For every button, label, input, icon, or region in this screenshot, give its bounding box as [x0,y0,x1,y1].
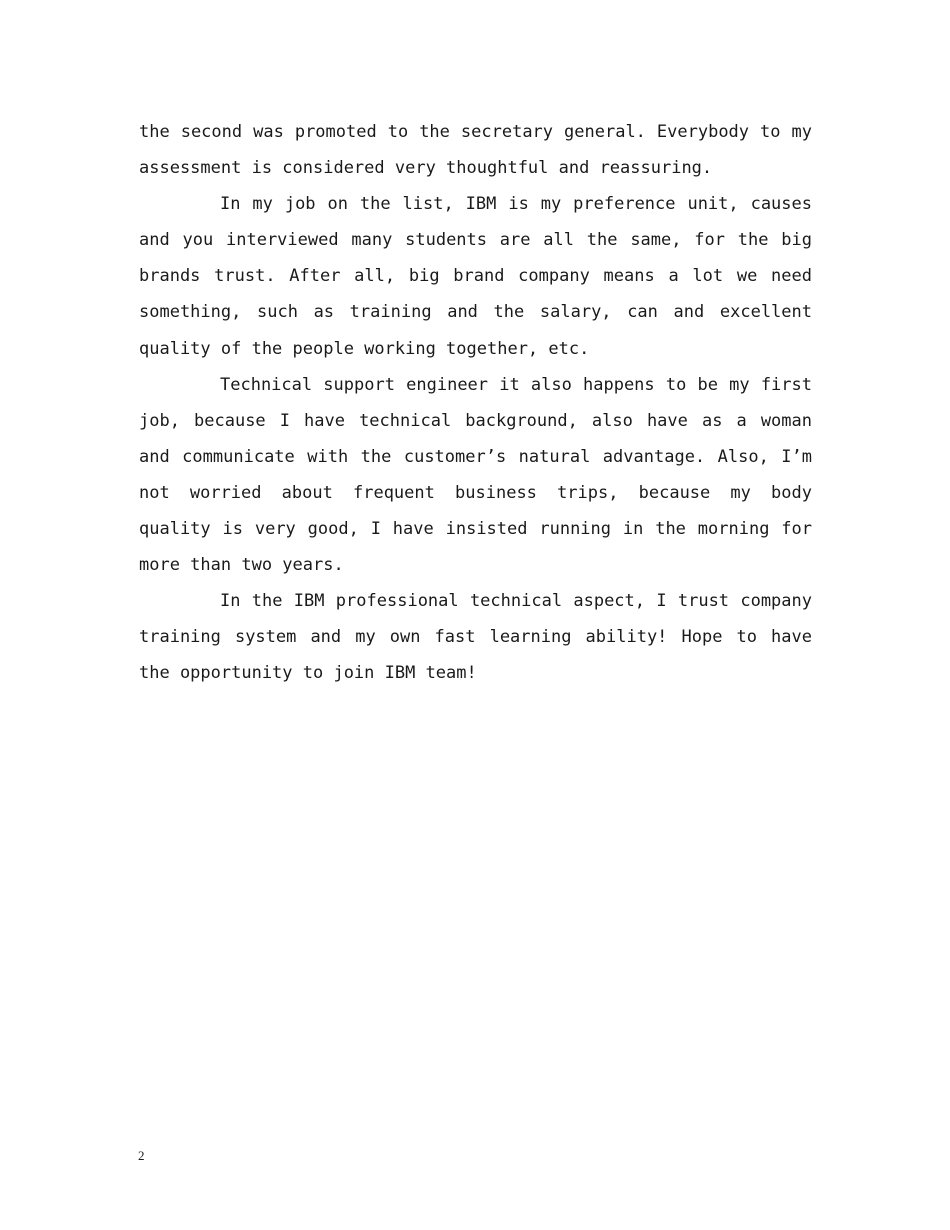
paragraph-2: In my job on the list, IBM is my preference unit, causes and you interviewed many students are all the same, for the big brands trust. After all, big brand company means a lot we need something, such as training and the salary, can and excellent quality of the people working together, etc. [139,194,812,359]
paragraph-3: Technical support engineer it also happens to be my first job, because I have technical background, also have as a woman and communicate with the customer’s natural advantage. Also, I’m not worried about frequent business trips, because my body quality is very good, I have insisted running in the morning for more than two years. [139,374,812,576]
paragraph-1: the second was promoted to the secretary general. Everybody to my assessment is considered very thoughtful and reassuring. [139,122,812,179]
page-number: 2 [138,1148,145,1163]
body-text [139,114,812,692]
paragraph-4: In the IBM professional technical aspect, I trust company training system and my own fast learning ability! Hope to have the opportunity to join IBM team! [139,591,812,684]
